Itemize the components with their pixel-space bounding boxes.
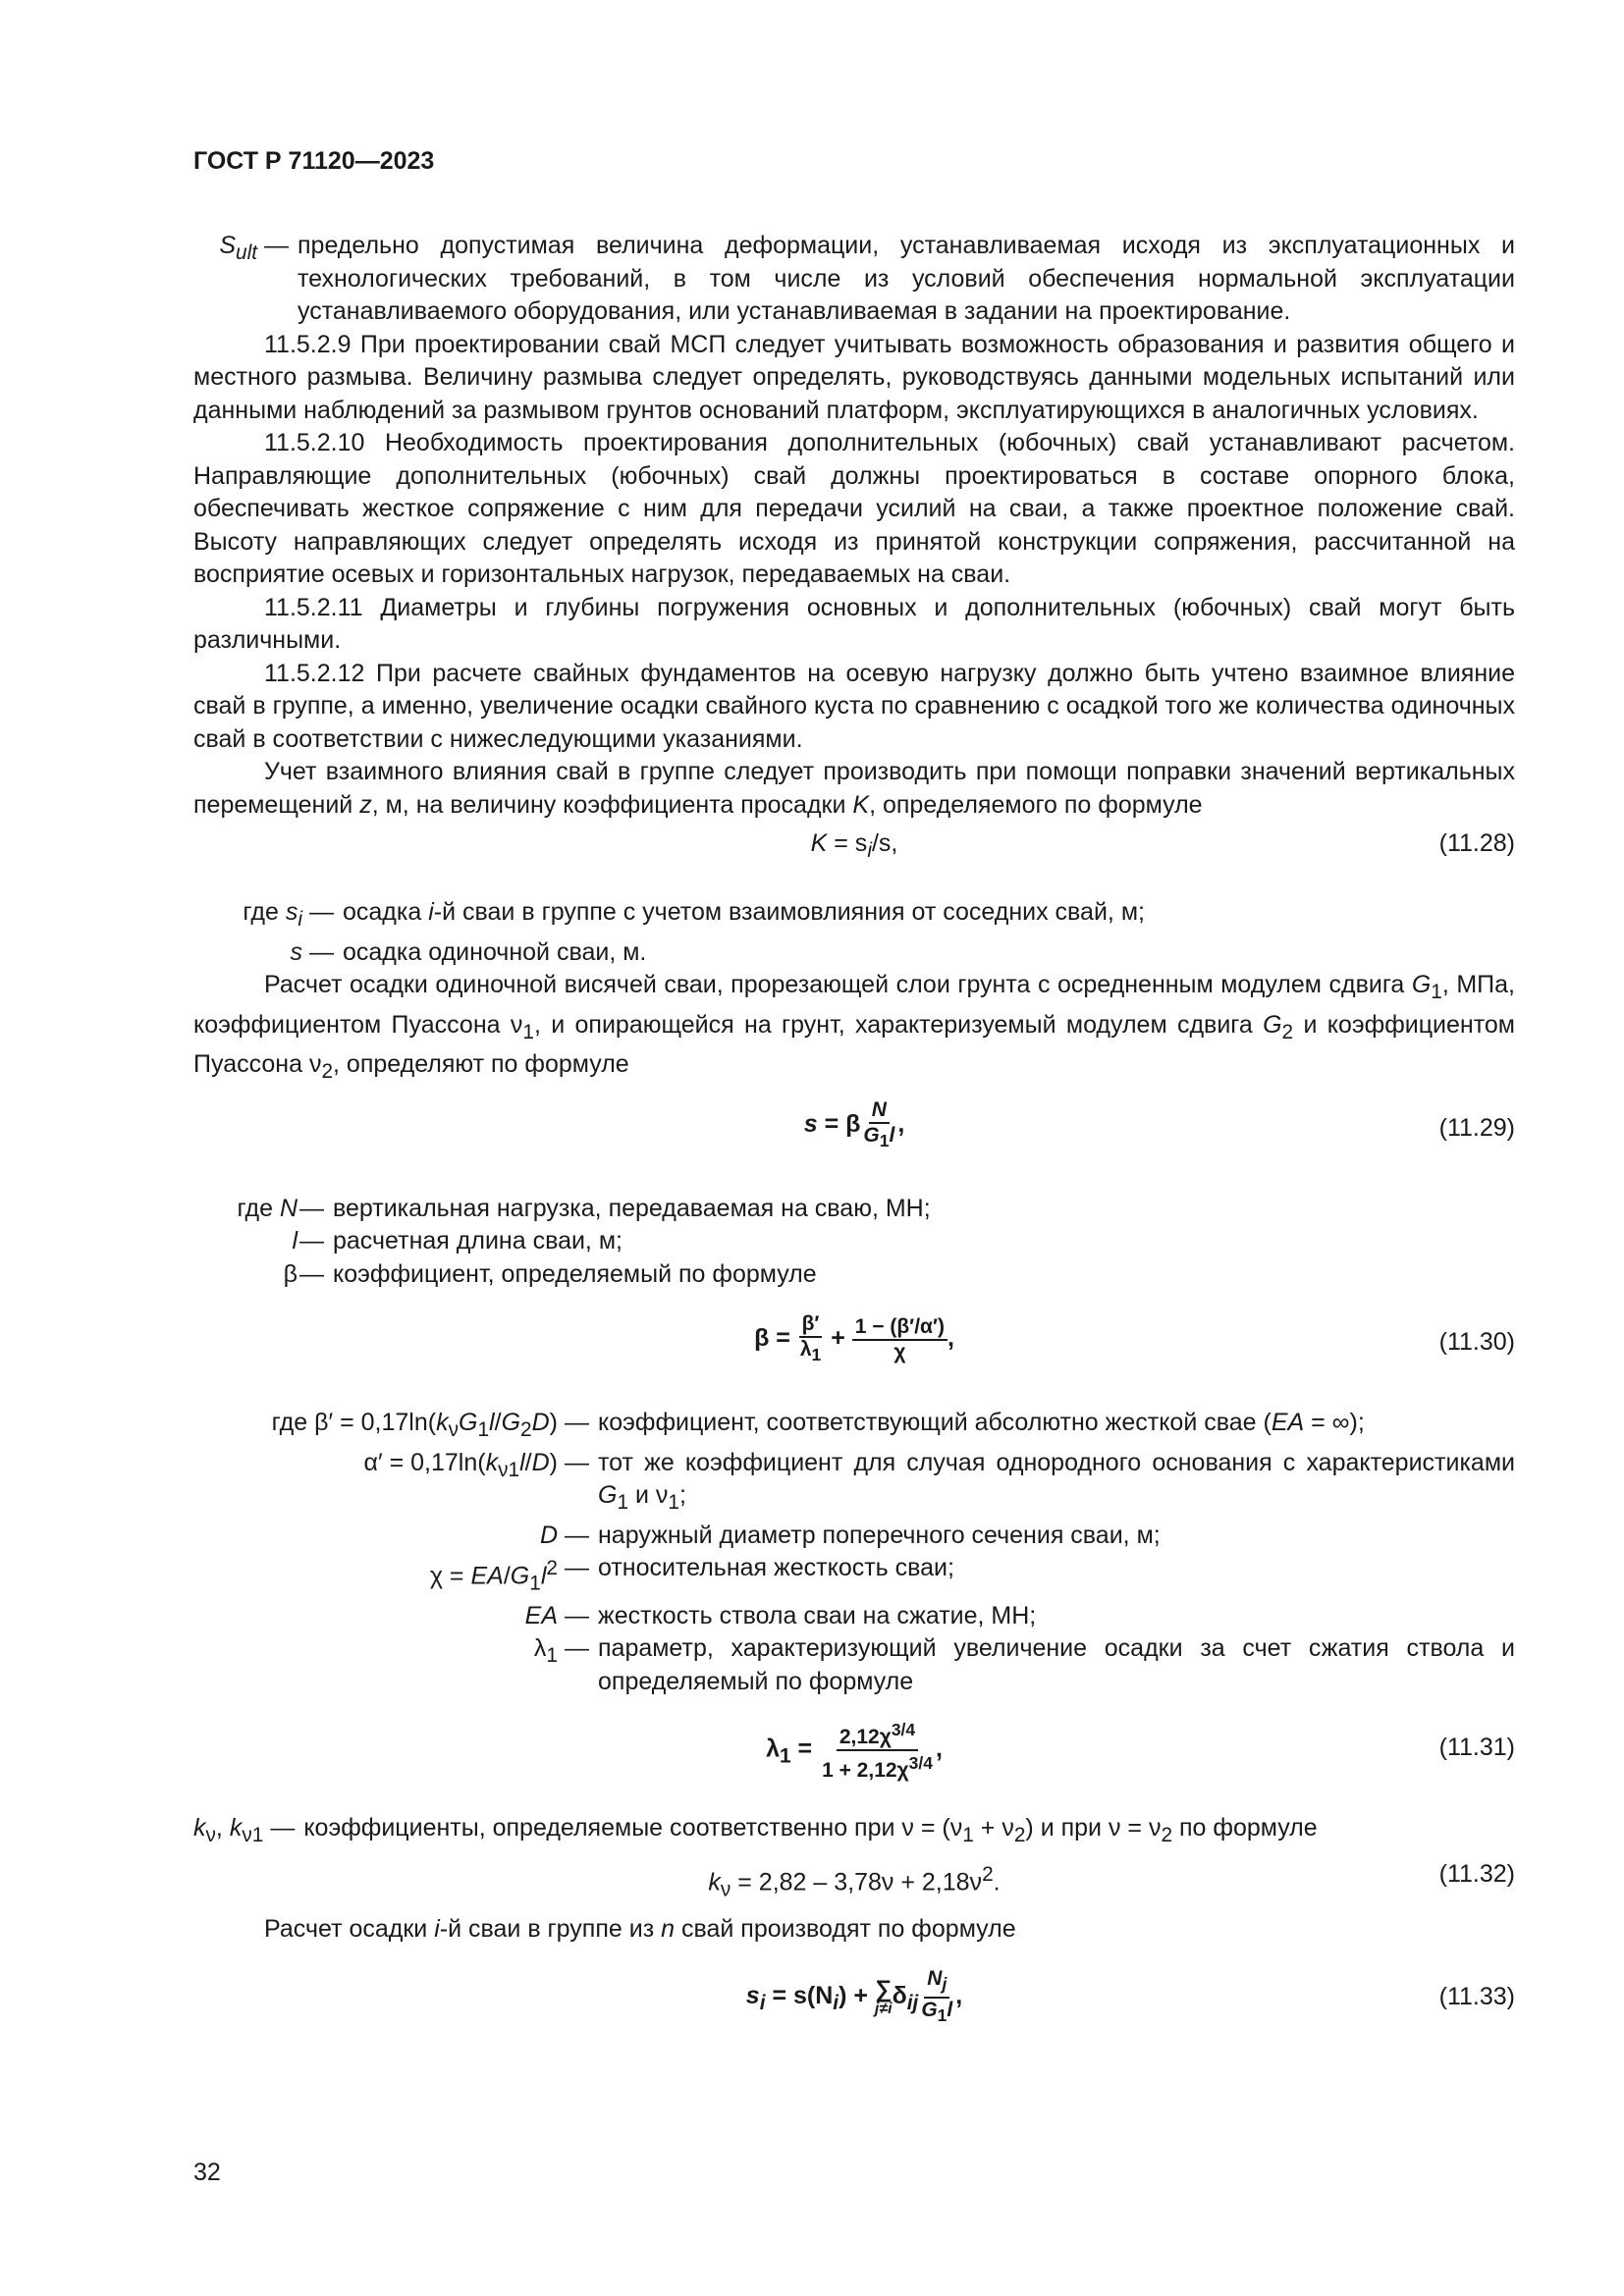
document-header: ГОСТ Р 71120—2023 (193, 147, 435, 175)
definition-alpha-prime: $\alpha' = 0,17\ln(k_{\nu 1}l/D)$ — тот же коэффициент для случая однородного основания с характеристиками $G_1$ и $\nu_1$; (363, 1448, 1515, 1514)
definition-text: предельно допустимая величина деформации, устанавливаемая исходя из эксплуатационных и технологических требований, в том числе из условий обеспечения нормальной эксплуатации устанавливаемого оборудования, или устанавливаемая в задании на проектирование. (298, 232, 1515, 325)
fraction: $\frac{N}{G_1l}$ (863, 1097, 895, 1150)
definition-N: где N — вертикальная нагрузка, передаваемая на сваю, МН; (237, 1194, 931, 1222)
formula-number: (11.31) (1438, 1734, 1515, 1762)
formula-11-29: s = β $\frac{N}{G_1l}$ , (11.29) (803, 1097, 1515, 1150)
formula-number: (11.29) (1438, 1113, 1515, 1142)
definition-s: s — осадка одиночной сваи, м. (290, 937, 647, 966)
formula-11-30: β = $\frac{\beta'}{\lambda_1}$ + $\frac{1 - (\beta'/\alpha')}{\chi}$ , (11.30) (754, 1312, 1515, 1365)
symbol: S (219, 232, 236, 259)
definition-sult: $S_{ult}$ — предельно допустимая величина деформации, устанавливаемая исходя из эксплуатационных и технологических требований, в том числе из условий обеспечения нормальной эксплуатации устанавливаемого оборудования, или устанавливаемая в задании на проектирование. (193, 230, 1515, 329)
formula-11-31: $\lambda_1$ = $\frac{2,12\chi^{3/4}}{1 + 2,12\chi^{3/4}}$ , (11.31) (766, 1720, 1515, 1783)
formula-11-33: $s_i = s(N_i)$ + ∑ j≠i $\delta_{ij}$ $\frac{N_j}{G_1l}$ , (11.33) (745, 1967, 1515, 2025)
definition-si: где $s_i$ — осадка i-й сваи в группе с учетом взаимовлияния от соседних свай, м; (243, 898, 1145, 931)
page-number: 32 (193, 2159, 221, 2186)
page-content (193, 230, 1515, 2048)
paragraph-11-5-2-12: 11.5.2.12 При расчете свайных фундаментов на осевую нагрузку должно быть учтено взаимное влияние свай в группе, а именно, увеличение осадки свайного куста по сравнению с осадкой того же количества одиночных свай в соответствии с нижеследующими указаниями. (193, 659, 1515, 753)
paragraph-group: Расчет осадки i-й сваи в группе из n свай производят по формуле (264, 1914, 1016, 1943)
definition-beta-prime: где $\beta' = 0,17\ln(k_\nu G_1l/G_2D)$ — коэффициент, соответствующий абсолютно жесткой свае (EA = ∞); (271, 1409, 1365, 1441)
formula-number: (11.28) (1438, 829, 1515, 857)
formula-number: (11.30) (1438, 1328, 1515, 1356)
definition-beta: β — коэффициент, определяемый по формуле (283, 1259, 817, 1288)
paragraph-uchet: Учет взаимного влияния свай в группе следует производить при помощи поправки значений вертикальных перемещений z, м, на величину коэффициента просадки K, определяемого по формуле (193, 758, 1515, 819)
formula-11-32: $k_\nu = 2,82 - 3,78\nu + 2,18\nu^2$. (11.32) (708, 1859, 1515, 1901)
definition-k-nu: $k_\nu$, $k_{\nu 1}$ — коэффициенты, определяемые соответственно при $\nu = (\nu_1 + \nu_2)$ и при $\nu = \nu_2$ по формуле (193, 1814, 1318, 1847)
paragraph-raschet: Расчет осадки одиночной висячей сваи, прорезающей слои грунта с осредненным модулем сдвига $G_1$, МПа, коэффициентом Пуассона $\nu_1$, и опирающейся на грунт, характеризуемый модулем сдвига $G_2$ и коэффициентом Пуассона $\nu_2$, определяют по формуле (193, 971, 1515, 1083)
formula-number: (11.32) (1438, 1859, 1515, 1888)
formula-number: (11.33) (1438, 1983, 1515, 2011)
paragraph-11-5-2-11: 11.5.2.11 Диаметры и глубины погружения основных и дополнительных (юбочных) свай могут быть различными. (193, 593, 1515, 654)
formula-11-28: $K = s_i/s$, (11.28) (810, 829, 1515, 862)
definition-D: D — наружный диаметр поперечного сечения сваи, м; (539, 1521, 1161, 1549)
definition-l: l — расчетная длина сваи, м; (292, 1227, 623, 1255)
definition-lambda1: $\lambda_1$ — параметр, характеризующий увеличение осадки за счет сжатия ствола и определяемый по формуле (533, 1634, 1515, 1695)
where-list-11-28 (193, 896, 1515, 969)
definition-chi: $\chi = EA/G_1l^2$ — относительная жесткость сваи; (429, 1554, 954, 1595)
where-list-11-30 (193, 1407, 1515, 1698)
definition-EA: EA — жесткость ствола сваи на сжатие, МН; (524, 1601, 1037, 1629)
paragraph-11-5-2-9: 11.5.2.9 При проектировании свай МСП следует учитывать возможность образования и развития общего и местного размыва. Величину размыва следует определять, руководствуясь данными модельных испытаний или данными наблюдений за размывом грунтов оснований платформ, эксплуатирующихся в аналогичных условиях. (193, 330, 1515, 424)
paragraph-11-5-2-10: 11.5.2.10 Необходимость проектирования дополнительных (юбочных) свай устанавливают расчетом. Направляющие дополнительных (юбочных) свай должны проектироваться в составе опорного блока, обеспечивать жесткое сопряжение с ним для передачи усилий на сваи, а также проектное положение свай. Высоту направляющих следует определять исходя из принятой конструкции сопряжения, рассчитанной на восприятие осевых и горизонтальных нагрузок, передаваемых на сваи. (193, 429, 1515, 588)
where-list-11-29 (193, 1193, 1515, 1292)
